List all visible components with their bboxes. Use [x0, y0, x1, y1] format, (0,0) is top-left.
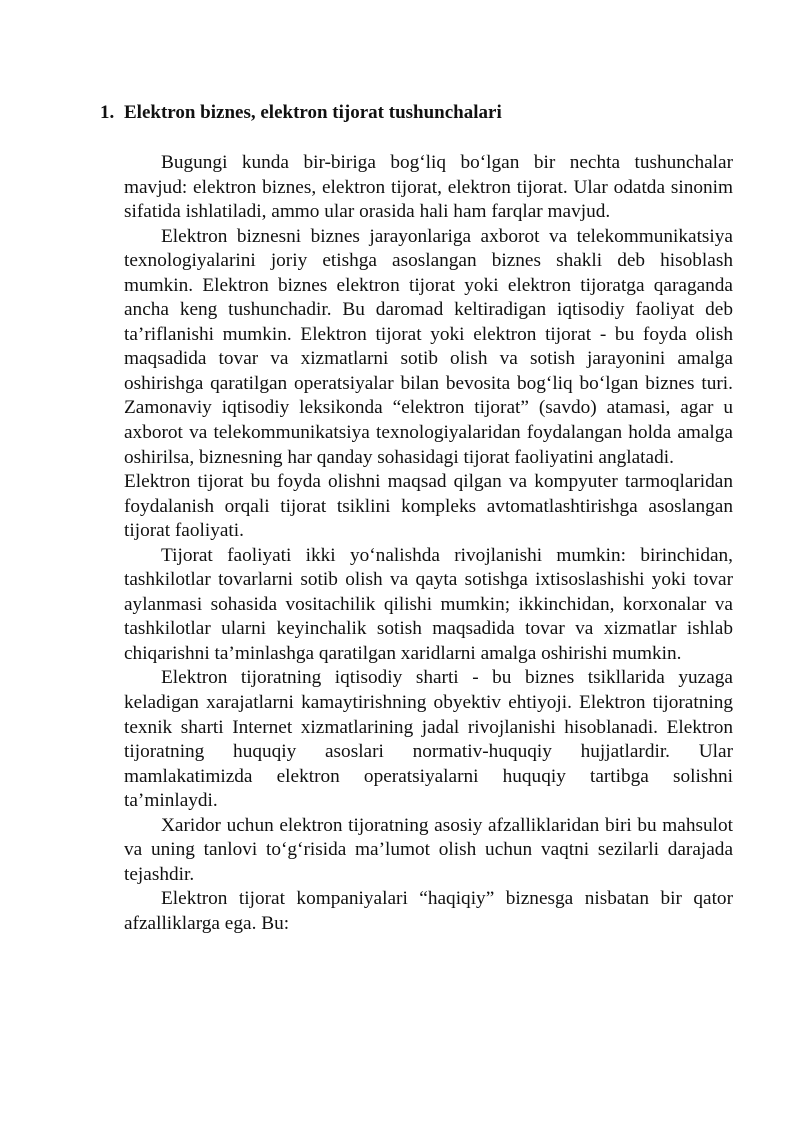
paragraph-conditions: Elektron tijoratning iqtisodiy sharti - bu biznes tsikllarida yuzaga keladigan xarajatlarni kamaytirishning obyektiv ehtiyoji. Elektron tijoratning texnik sharti Internet xizmatlarining jadal rivojlanishi hisoblanadi. Elektron tijoratning huquqiy asoslari normativ-huquqiy hujjatlardir. Ular mamlakatimizda elektron operatsiyalarni huquqiy tartibga solishni ta’minlaydi.: [124, 667, 733, 812]
paragraph-intro: Bugungi kunda bir-biriga bog‘liq bo‘lgan bir nechta tushunchalar mavjud: elektron biznes, elektron tijorat, elektron tijorat. Ular odatda sinonim sifatida ishlatiladi, ammo ular orasida hali ham farqlar mavjud.: [124, 152, 733, 223]
paragraph-buyer-advantage: Xaridor uchun elektron tijoratning asosiy afzalliklaridan biri bu mahsulot va uning tanlovi to‘g‘risida ma’lumot olish uchun vaqtni sezilarli darajada tejashdir.: [124, 814, 733, 885]
body-text: [124, 151, 733, 937]
paragraph-company-advantages: Elektron tijorat kompaniyalari “haqiqiy” biznesga nisbatan bir qator afzalliklarga ega. Bu:: [124, 888, 733, 934]
paragraph-commercial-activity: Tijorat faoliyati ikki yo‘nalishda rivojlanishi mumkin: birinchidan, tashkilotlar tovarlarni sotib olish va qayta sotishga ixtisoslashishi yoki tovar aylanmasi sohasida vositachilik qilishi mumkin; ikkinchidan, korxonalar va tashkilotlar ularni keyinchalik sotish maqsadida tovar va xizmatlar ishlab chiqarishni ta’minlashga qaratilgan xaridlarni amalga oshirishi mumkin.: [124, 544, 733, 664]
paragraph-e-commerce-definition: Elektron tijorat bu foyda olishni maqsad qilgan va kompyuter tarmoqlaridan foydalanish orqali tijorat tsiklini kompleks avtomatlashtirishga asoslangan tijorat faoliyati.: [124, 471, 733, 542]
section-heading: [100, 101, 502, 125]
paragraph-e-business: Elektron biznesni biznes jarayonlariga axborot va telekommunikatsiya texnologiyalarini joriy etishga asoslangan biznes shakli deb hisoblash mumkin. Elektron biznes elektron tijorat yoki elektron tijoratga qaraganda ancha keng tushunchadir. Bu daromad keltiradigan iqtisodiy faoliyat deb ta’riflanishi mumkin. Elektron tijorat yoki elektron tijorat - bu foyda olish maqsadida tovar va xizmatlarni sotib olish va sotish jarayonini amalga oshirishga qaratilgan operatsiyalar bilan bevosita bog‘liq bo‘lgan biznes turi. Zamonaviy iqtisodiy leksikonda “elektron tijorat” (savdo) atamasi, agar u axborot va telekommunikatsiya texnologiyalaridan foydalangan holda amalga oshirilsa, biznesning har qanday sohasidagi tijorat faoliyatini anglatadi.: [124, 225, 733, 468]
section-title: Elektron biznes, elektron tijorat tushunchalari: [124, 102, 502, 123]
section-number: 1.: [100, 102, 115, 123]
